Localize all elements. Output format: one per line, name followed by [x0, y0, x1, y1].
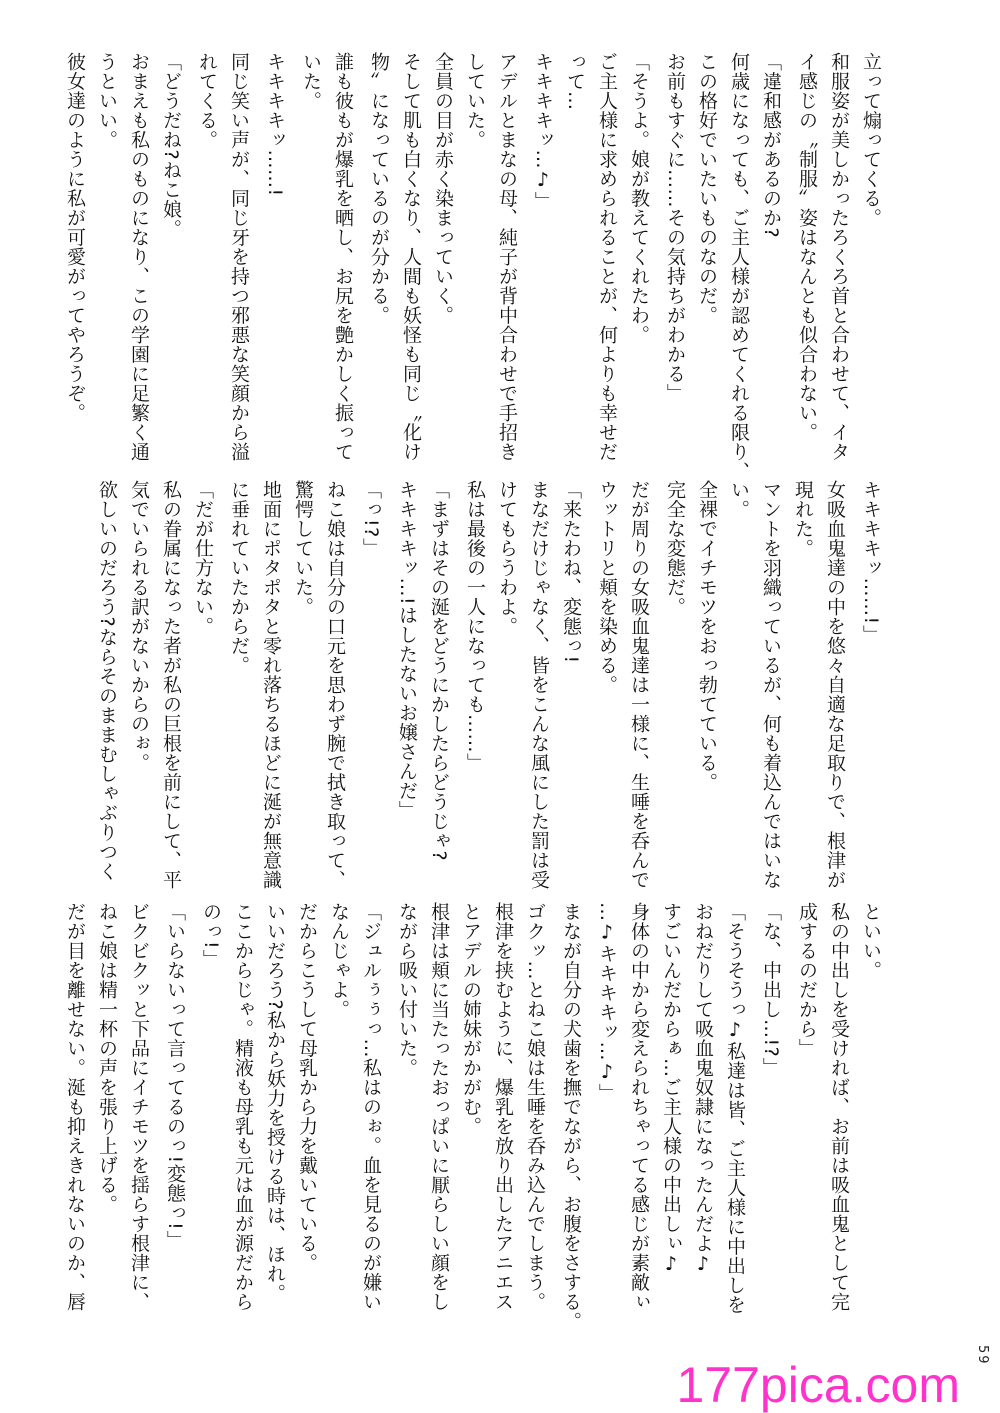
text-line: 身体の中から変えられちゃってる感じが素敵ぃ — [628, 902, 650, 1312]
text-line: うといい。 — [96, 52, 118, 150]
text-line: 根津を挟むように、爆乳を放り出したアニエス — [492, 902, 514, 1312]
text-line: おねだりして吸血鬼奴隷になったんだよ♪ — [692, 902, 714, 1276]
text-line: 「そうそうっ♪私達は皆、ご主人様に中出しを — [724, 902, 746, 1315]
text-line: そして肌も白くなり、人間も妖怪も同じ〝化け — [400, 52, 422, 462]
text-line: キキキキッ…!はしたないお嬢さんだ」 — [396, 480, 418, 820]
text-line: い。 — [728, 480, 750, 519]
text-line: 「ジュルぅぅっ…私はのぉ。血を見るのが嫌い — [360, 902, 382, 1312]
text-line: ここからじゃ。精液も母乳も元は血が源だから — [232, 902, 254, 1312]
text-line: キキキキッ……! — [264, 52, 286, 197]
text-line: 現れた。 — [792, 480, 814, 558]
text-line: 「っ!?」 — [360, 480, 382, 558]
text-line: 欲しいのだろう?ならそのままむしゃぶりつく — [96, 480, 118, 881]
text-line: おまえも私のものになり、この学園に足繁く通 — [128, 52, 150, 462]
text-line: 「どうだね?ねこ娘。 — [160, 52, 182, 239]
text-line: 成するのだから」 — [796, 902, 818, 1058]
text-line: 「違和感があるのか? — [760, 52, 782, 239]
text-line: 「だが仕方ない。 — [192, 480, 214, 636]
text-line: けてもらうわよ。 — [496, 480, 518, 636]
text-line: まなが自分の犬歯を撫でながら、お腹をさする。 — [560, 902, 582, 1331]
text-line: お前もすぐに……その気持ちがわかる」 — [664, 52, 686, 403]
text-line: 「まずはその涎をどうにかしたらどうじゃ? — [428, 480, 450, 862]
text-line: 誰も彼もが爆乳を晒し、お尻を艶かしく振って — [332, 52, 354, 462]
text-line: いいだろう?私から妖力を授ける時は、ほれ。 — [264, 902, 286, 1303]
text-line: のっ!」 — [200, 902, 222, 969]
text-line: とアデルの姉妹がかがむ。 — [460, 902, 482, 1136]
text-line: 「そうよ。娘が教えてくれたわ。 — [628, 52, 650, 345]
text-line: 立って煽ってくる。 — [860, 52, 882, 228]
text-line: キキキキッ……!」 — [860, 480, 882, 645]
text-line: だからこうして母乳から力を戴いている。 — [296, 902, 318, 1273]
text-line: 何歳になっても、ご主人様が認めてくれる限り、 — [728, 52, 750, 481]
text-line: れてくる。 — [196, 52, 218, 150]
text-line: 私の中出しを受ければ、お前は吸血鬼として完 — [828, 902, 850, 1312]
text-tier-bottom — [64, 902, 885, 1331]
text-line: 気でいられる訳がないからのぉ。 — [128, 480, 150, 773]
text-line: ビクビクッと下品にイチモツを揺らす根津に、 — [128, 902, 150, 1312]
text-line: だが周りの女吸血鬼達は一様に、生唾を呑んで — [628, 480, 650, 890]
text-line: 女吸血鬼達の中を悠々自適な足取りで、根津が — [824, 480, 846, 890]
text-line: 驚愕していた。 — [292, 480, 314, 617]
text-line: この格好でいたいものなのだ。 — [696, 52, 718, 325]
text-line: って… — [564, 52, 586, 111]
text-line: なんじゃよ。 — [328, 902, 350, 1019]
text-line: …♪キキキキッ…♪」 — [596, 902, 618, 1103]
text-line: 全裸でイチモツをおっ勃てている。 — [696, 480, 718, 792]
text-line: ご主人様に求められることが、何よりも幸せだ — [596, 52, 618, 462]
text-line: ねこ娘は精一杯の声を張り上げる。 — [96, 902, 118, 1214]
text-line: ながら吸い付いた。 — [396, 902, 418, 1078]
watermark: 177pica.com — [676, 1357, 960, 1413]
text-line: 「な、中出し…!?」 — [760, 902, 782, 1077]
text-line: 物〟になっているのが分かる。 — [368, 52, 390, 325]
text-line: ゴクッ…とねこ娘は生唾を呑み込んでしまう。 — [524, 902, 546, 1312]
text-line: いた。 — [300, 52, 322, 111]
text-line: アデルとまなの母、純子が背中合わせで手招き — [496, 52, 518, 462]
text-line: 「来たわね、変態っ! — [560, 480, 582, 664]
text-line: 私は最後の一人になっても……」 — [464, 480, 486, 773]
text-line: マントを羽織っているが、何も着込んではいな — [760, 480, 782, 890]
text-line: に垂れていたからだ。 — [228, 480, 250, 675]
text-tier-top — [64, 52, 885, 481]
text-line: ウットリと頬を染める。 — [596, 480, 618, 695]
page-number: 59 — [975, 1345, 990, 1366]
text-line: 私の眷属になった者が私の巨根を前にして、平 — [160, 480, 182, 890]
text-line: まなだけじゃなく、皆をこんな風にした罰は受 — [528, 480, 550, 890]
text-line: すごいんだからぁ…ご主人様の中出しぃ♪ — [660, 902, 682, 1276]
text-line: 地面にポタポタと零れ落ちるほどに涎が無意識 — [260, 480, 282, 890]
text-line: イ感じの〝制服〟姿はなんとも似合わない。 — [796, 52, 818, 442]
text-line: 完全な変態だ。 — [664, 480, 686, 617]
text-line: していた。 — [464, 52, 486, 150]
text-line: 同じ笑い声が、同じ牙を持つ邪悪な笑顔から溢 — [228, 52, 250, 462]
text-line: 彼女達のように私が可愛がってやろうぞ。 — [64, 52, 86, 423]
text-line: 「いらないって言ってるのっ!変態っ!」 — [164, 902, 186, 1250]
text-line: 根津は頬に当たったおっぱいに厭らしい顔をし — [428, 902, 450, 1312]
text-line: といい。 — [860, 902, 882, 980]
text-line: 全員の目が赤く染まっていく。 — [432, 52, 454, 325]
text-line: ねこ娘は自分の口元を思わず腕で拭き取って、 — [324, 480, 346, 890]
text-line: キキキキッ…♪」 — [532, 52, 554, 211]
text-tier-middle — [96, 480, 885, 890]
text-line: だが目を離せない。涎も抑えきれないのか、唇 — [64, 902, 86, 1312]
text-line: 和服姿が美しかったろくろ首と合わせて、イタ — [828, 52, 850, 462]
